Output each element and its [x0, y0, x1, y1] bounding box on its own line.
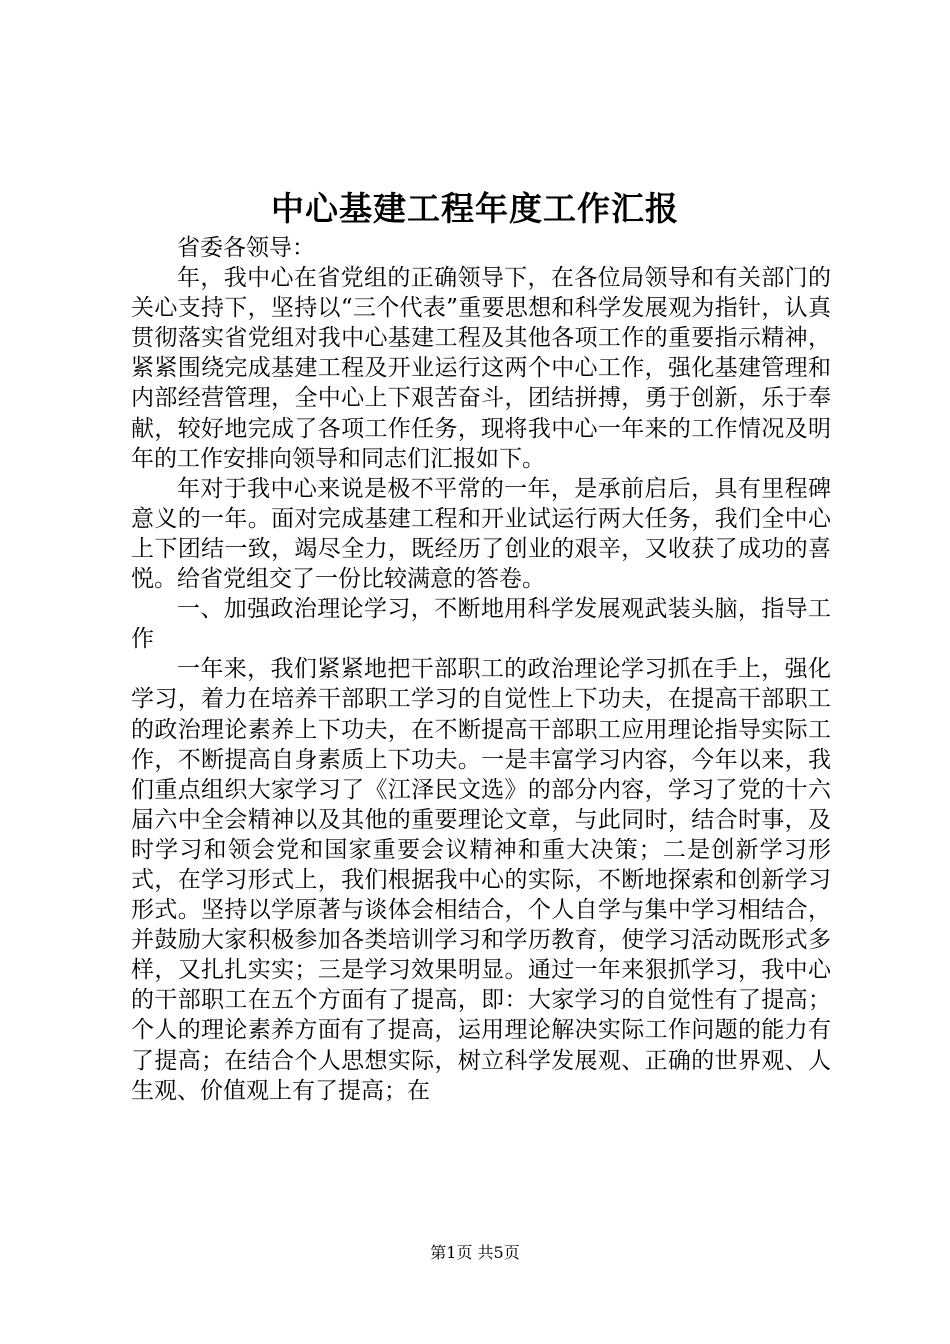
- document-title: 中心基建工程年度工作汇报: [271, 189, 679, 228]
- document-body: [131, 233, 831, 1106]
- paragraph-study: 一年来，我们紧紧地把干部职工的政治理论学习抓在手上，强化学习，着力在培养干部职工学习的自觉性上下功夫，在提高干部职工的政治理论素养上下功夫，在不断提高干部职工应用理论指导实际工作，不断提高自身素质上下功夫。一是丰富学习内容，今年以来，我们重点组织大家学习了《江泽民文选》的部分内容，学习了党的十六届六中全会精神以及其他的重要理论文章，与此同时，结合时事，及时学习和领会党和国家重要会议精神和重大决策；二是创新学习形式，在学习形式上，我们根据我中心的实际，不断地探索和创新学习形式。坚持以学原著与谈体会相结合，个人自学与集中学习相结合，并鼓励大家积极参加各类培训学习和学历教育，使学习活动既形式多样，又扎扎实实；三是学习效果明显。通过一年来狠抓学习，我中心的干部职工在五个方面有了提高，即：大家学习的自觉性有了提高；个人的理论素养方面有了提高，运用理论解决实际工作问题的能力有了提高；在结合个人思想实际，树立科学发展观、正确的世界观、人生观、价值观上有了提高；在: [131, 656, 831, 1104]
- section-heading-1: 一、加强政治理论学习，不断地用科学发展观武装头脑，指导工作: [131, 596, 831, 653]
- paragraph-year-summary: 年对于我中心来说是极不平常的一年，是承前启后，具有里程碑意义的一年。面对完成基建工程和开业试运行两大任务，我们全中心上下团结一致，竭尽全力，既经历了创业的艰辛，又收获了成功的喜悦。给省党组交了一份比较满意的答卷。: [131, 475, 831, 593]
- page-total: 共5页: [477, 1243, 520, 1262]
- paragraph-intro: 年，我中心在省党组的正确领导下，在各位局领导和有关部门的关心支持下，坚持以“三个代表”重要思想和科学发展观为指针，认真贯彻落实省党组对我中心基建工程及其他各项工作的重要指示精神，紧紧围绕完成基建工程及开业运行这两个中心工作，强化基建管理和内部经营管理，全中心上下艰苦奋斗，团结拼搏，勇于创新，乐于奉献，较好地完成了各项工作任务，现将我中心一年来的工作情况及明年的工作安排向领导和同志们汇报如下。: [131, 265, 831, 472]
- page-number: 第1页: [430, 1243, 473, 1262]
- page-footer: [0, 1242, 950, 1264]
- salutation: 省委各领导：: [177, 235, 315, 261]
